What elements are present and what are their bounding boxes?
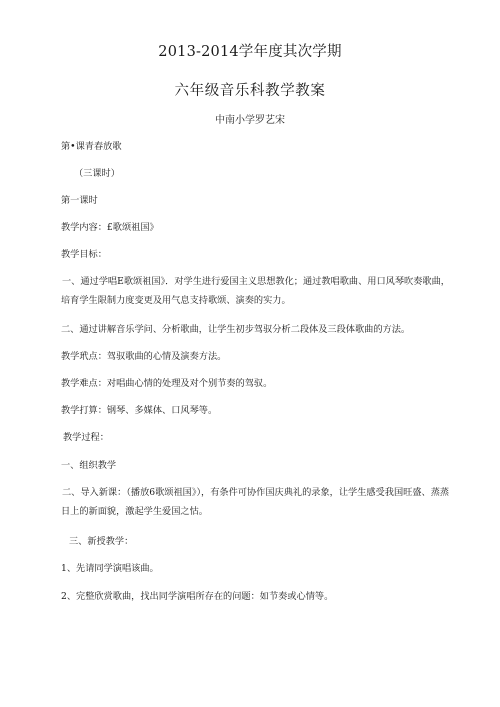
process-heading: 教学过程： xyxy=(63,432,109,443)
teaching-content: 教学内容：£歌颂祖国》 xyxy=(61,222,159,233)
document-subtitle: 六年级音乐科教学教案 xyxy=(174,83,326,99)
goal-two: 二、通过讲解音乐学问、分析歌曲，让学生初步驾驭分析二段体及三段体歌曲的方法。 xyxy=(61,324,411,335)
sub-step-one: 1、先请同学演唱该曲。 xyxy=(61,563,159,574)
first-hour-heading: 第一课时 xyxy=(61,195,98,206)
lesson-title: 第•课青春放歌 xyxy=(61,141,122,152)
document-title: 2013-2014学年度其次学期 xyxy=(158,44,342,60)
key-points: 教学玳点：驾驭歌曲的心情及演奏方法。 xyxy=(61,351,227,362)
preparation: 教学打算：钢琴、多媒体、口风琴等。 xyxy=(61,405,218,416)
difficulties: 教学难点：对唱曲心情的处理及对个别节奏的驾驭。 xyxy=(61,378,273,389)
lesson-hours: （三课时） xyxy=(74,168,120,179)
step-one: 一、组织教学 xyxy=(61,460,117,471)
goal-one-paragraph: 一、通过学唱E歌颂祖国》．对学生进行爱国主义思想教化；通过教唱歌曲、用口风琴吹奏歌曲，培育学生限制力度变更及用气息支持歌颂、演奏的实力。 xyxy=(61,276,450,306)
step-three: 三、新授教学： xyxy=(69,536,134,547)
step-two-paragraph: 二、导入新课：（播放6歌颂祖国》），有条件可协作国庆典礼的录象，让学生感受我国旺盛、蒸蒸日上的新面貌，激起学生爱国之怙。 xyxy=(61,487,450,517)
goals-heading: 教学目标： xyxy=(61,249,107,260)
document-author: 中南小学罗艺宋 xyxy=(215,115,285,126)
sub-step-two: 2、完整欣赏歌曲，找出同学演唱所存在的问题：如节奏或心情等。 xyxy=(61,591,334,602)
